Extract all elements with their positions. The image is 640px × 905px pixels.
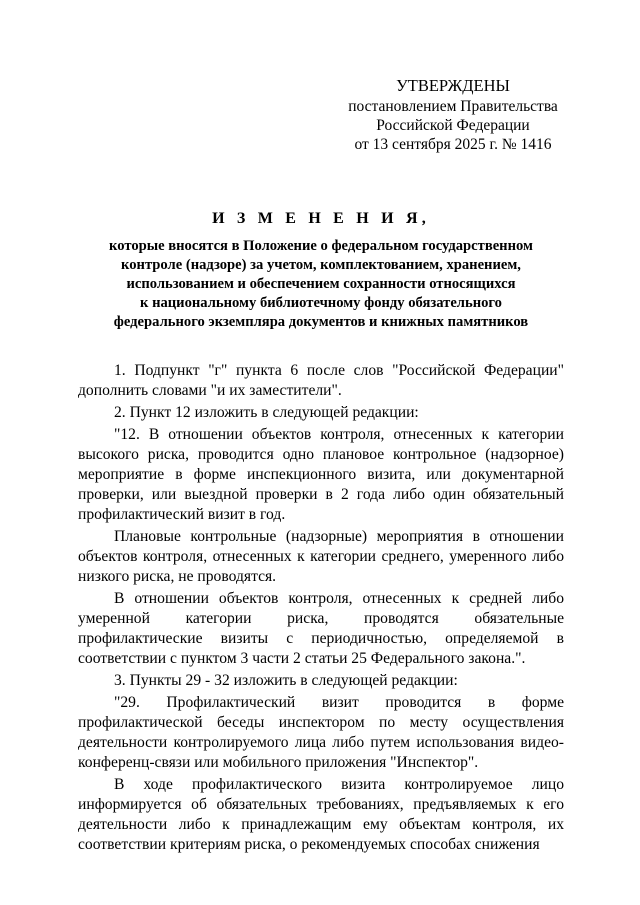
title-subtitle-line: которые вносятся в Положение о федеральном государственном (109, 238, 533, 254)
title-subtitle-line: контроле (надзоре) за учетом, комплектованием, хранением, (121, 257, 521, 273)
paragraph: Плановые контрольные (надзорные) мероприятия в отношении объектов контроля, отнесенных к категории среднего, умеренного либо низкого риска, не проводятся. (78, 528, 564, 585)
paragraph-item-2: 2. Пункт 12 изложить в следующей редакции: (114, 404, 419, 421)
approval-heading: УТВЕРЖДЕНЫ (396, 76, 510, 95)
document-title (78, 210, 564, 332)
approval-stamp (330, 76, 576, 154)
title-subtitle-line: к национальному библиотечному фонду обязательного (140, 295, 502, 311)
approval-date-line: от 13 сентября 2025 г. № 1416 (354, 136, 552, 153)
document-body (78, 361, 564, 855)
title-subtitle-line: федерального экземпляра документов и книжных памятников (113, 314, 529, 330)
paragraph-item-1: 1. Подпункт "г" пункта 6 после слов "Российской Федерации" дополнить словами "и их заместители". (78, 362, 564, 399)
approval-line: постановлением Правительства (348, 98, 558, 115)
paragraph-item-3: 3. Пункты 29 - 32 изложить в следующей редакции: (114, 672, 458, 689)
paragraph: В отношении объектов контроля, отнесенных к средней либо умеренной категории риска, проводятся обязательные профилактические визиты с периодичностью, определяемой в соответствии с пунктом 3 части 2 статьи 25 Федерального закона.". (78, 590, 564, 667)
paragraph: В ходе профилактического визита контролируемое лицо информируется об обязательных требованиях, предъявляемых к его деятельности либо к принадлежащим ему объектам контроля, их соответствии критериям риска, о рекомендуемых способах снижения (78, 776, 564, 853)
title-subtitle-line: использованием и обеспечением сохранности относящихся (126, 276, 516, 292)
paragraph-quote-29: "29. Профилактический визит проводится в форме профилактической беседы инспектором по месту осуществления деятельности контролируемого лица либо путем использования видео-конференц-связи или мобильного приложения "Инспектор". (78, 694, 564, 771)
title-main: И З М Е Н Е Н И Я, (212, 210, 430, 227)
paragraph-quote-12: "12. В отношении объектов контроля, отнесенных к категории высокого риска, проводится одно плановое контрольное (надзорное) мероприятие в форме инспекционного визита, или документарной проверки, или выездной проверки в 2 года либо один обязательный профилактический визит в год. (78, 426, 564, 523)
approval-line: Российской Федерации (376, 117, 530, 134)
